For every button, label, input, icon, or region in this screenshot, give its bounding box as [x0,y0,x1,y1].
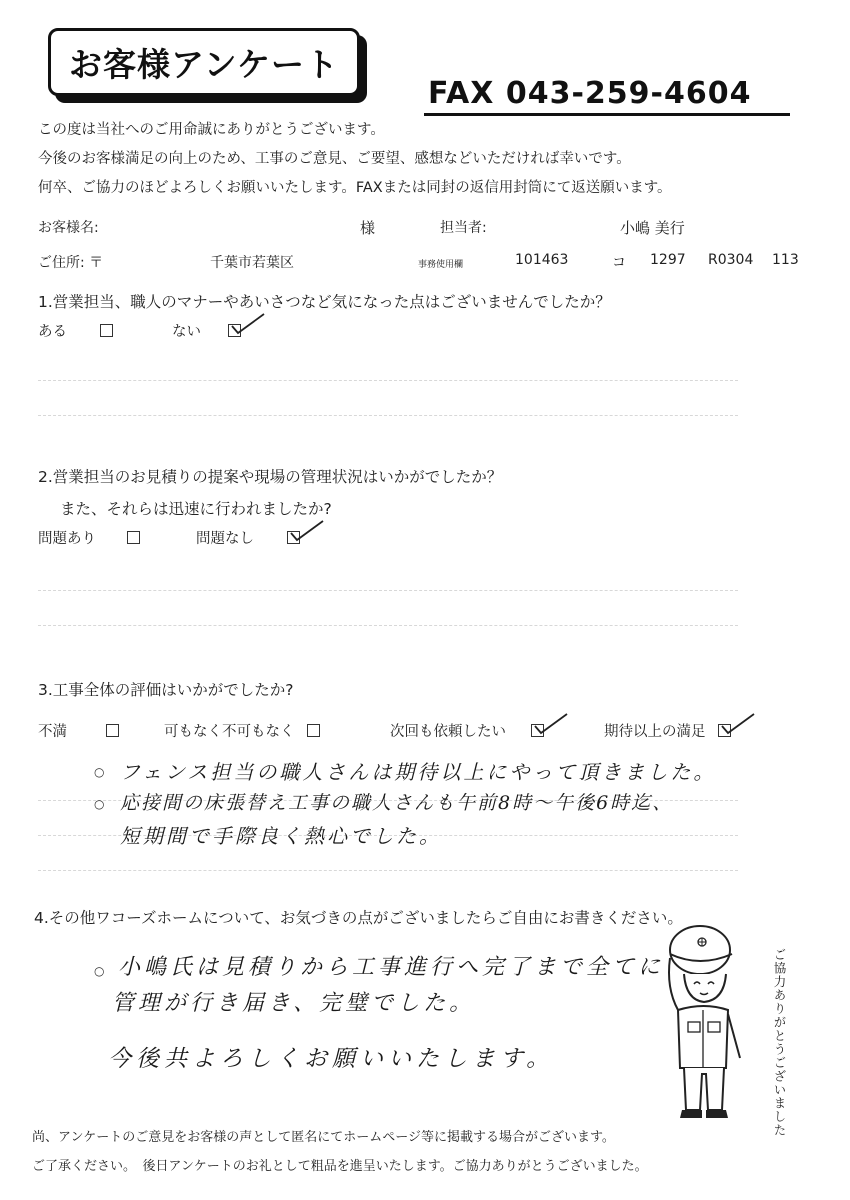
customer-honorific: 様 [360,219,376,237]
office-use-label: 事務使用欄 [418,260,464,270]
office-code-4: R0304 [708,252,754,268]
q2-option-problem[interactable] [38,527,140,548]
checkmark-icon [290,518,324,542]
q3-answer-line-3: 短期間で手際良く熱心でした。 [120,824,442,848]
checkmark-icon [534,711,568,735]
q1-yes-checkbox[interactable] [100,324,113,337]
q3-question: 3.工事全体の評価はいかがでしたか? [38,681,294,699]
q1-answer-line [38,415,738,416]
office-code-3: 1297 [650,252,686,268]
q3-answer-bullet: ○ [94,765,105,779]
intro-line-3: 何卒、ご協力のほどよろしくお願いいたします。FAXまたは同封の返信用封筒にて返送願います。 [38,180,672,196]
q2-problem-checkbox[interactable] [127,531,140,544]
fax-number: FAX 043-259-4604 [428,76,752,111]
q3-request-again-checkbox[interactable] [531,724,544,737]
q3-answer-line [38,870,738,871]
staff-name: 小嶋 美行 [620,219,685,237]
q1-option-yes-label: ある [38,324,67,340]
q4-answer-line-2: 管理が行き届き、完璧でした。 [112,991,476,1016]
customer-name-label: お客様名: [38,220,99,236]
q2-question-line-1: 2.営業担当のお見積りの提案や現場の管理状況はいかがでしたか？ [38,468,503,486]
q1-option-yes[interactable] [38,320,113,341]
q3-option-exceeded[interactable] [604,720,731,741]
q1-question: 1.営業担当、職人のマナーやあいさつなど気になった点はございませんでしたか？ [38,293,611,311]
q3-option-dissatisfied-label: 不満 [38,724,67,740]
fax-underline [424,113,790,116]
office-code-2: コ [612,255,626,271]
q3-answer-line-2: 応接間の床張替え工事の職人さんも午前8時〜午後6時迄、 [120,792,674,814]
q3-neutral-checkbox[interactable] [307,724,320,737]
q3-dissatisfied-checkbox[interactable] [106,724,119,737]
worker-illustration [640,918,760,1123]
q2-option-no-problem[interactable] [196,527,300,548]
q1-option-no[interactable] [172,320,241,341]
q1-option-no-label: ない [172,324,201,340]
intro-line-2: 今後のお客様満足の向上のため、工事のご意見、ご要望、感想などいただければ幸いです。 [38,151,631,167]
footer-line-2: ご了承ください。 後日アンケートのお礼として粗品を進呈いたします。ご協力ありがとうございました。 [32,1159,648,1174]
q2-option-no-problem-label: 問題なし [196,531,254,547]
footer-line-1: 尚、アンケートのご意見をお客様の声として匿名にてホームページ等に掲載する場合がございます。 [32,1130,615,1145]
q4-question: 4.その他ワコーズホームについて、お気づきの点がございましたらご自由にお書きください。 [34,909,683,927]
q4-answer-line-3: 今後共よろしくお願いいたします。 [108,1046,555,1072]
address-value: 千葉市若葉区 [210,255,294,271]
q2-answer-line [38,590,738,591]
address-label: ご住所: 〒 [38,255,104,271]
staff-label: 担当者: [440,220,487,236]
q2-question-line-2: また、それらは迅速に行われましたか? [60,500,332,518]
side-thanks-note: ご協力ありがとうございました [772,948,787,1137]
q3-answer-bullet: ○ [94,797,105,811]
q4-answer-line-1: 小嶋氏は見積りから工事進行へ完了まで全てに [118,955,665,980]
q4-answer-bullet: ○ [94,964,105,978]
survey-title: お客様アンケート [68,44,340,84]
checkmark-icon [721,711,755,735]
q3-option-request-again[interactable] [390,720,544,741]
q2-answer-line [38,625,738,626]
q3-option-neutral[interactable] [164,720,320,741]
intro-line-1: この度は当社へのご用命誠にありがとうございます。 [38,122,385,138]
q3-exceeded-checkbox[interactable] [718,724,731,737]
q3-option-neutral-label: 可もなく不可もなく [164,724,295,740]
q3-option-request-again-label: 次回も依頼したい [390,724,506,740]
q1-answer-line [38,380,738,381]
q2-option-problem-label: 問題あり [38,531,96,547]
q3-option-dissatisfied[interactable] [38,720,119,741]
office-code-1: 101463 [515,252,569,268]
q3-answer-line-1: フェンス担当の職人さんは期待以上にやって頂きました。 [120,760,717,784]
checkmark-icon [231,311,265,335]
q1-no-checkbox[interactable] [228,324,241,337]
office-code-5: 113 [772,252,799,268]
q2-no-problem-checkbox[interactable] [287,531,300,544]
survey-title-box [48,28,360,96]
q3-option-exceeded-label: 期待以上の満足 [604,724,706,740]
